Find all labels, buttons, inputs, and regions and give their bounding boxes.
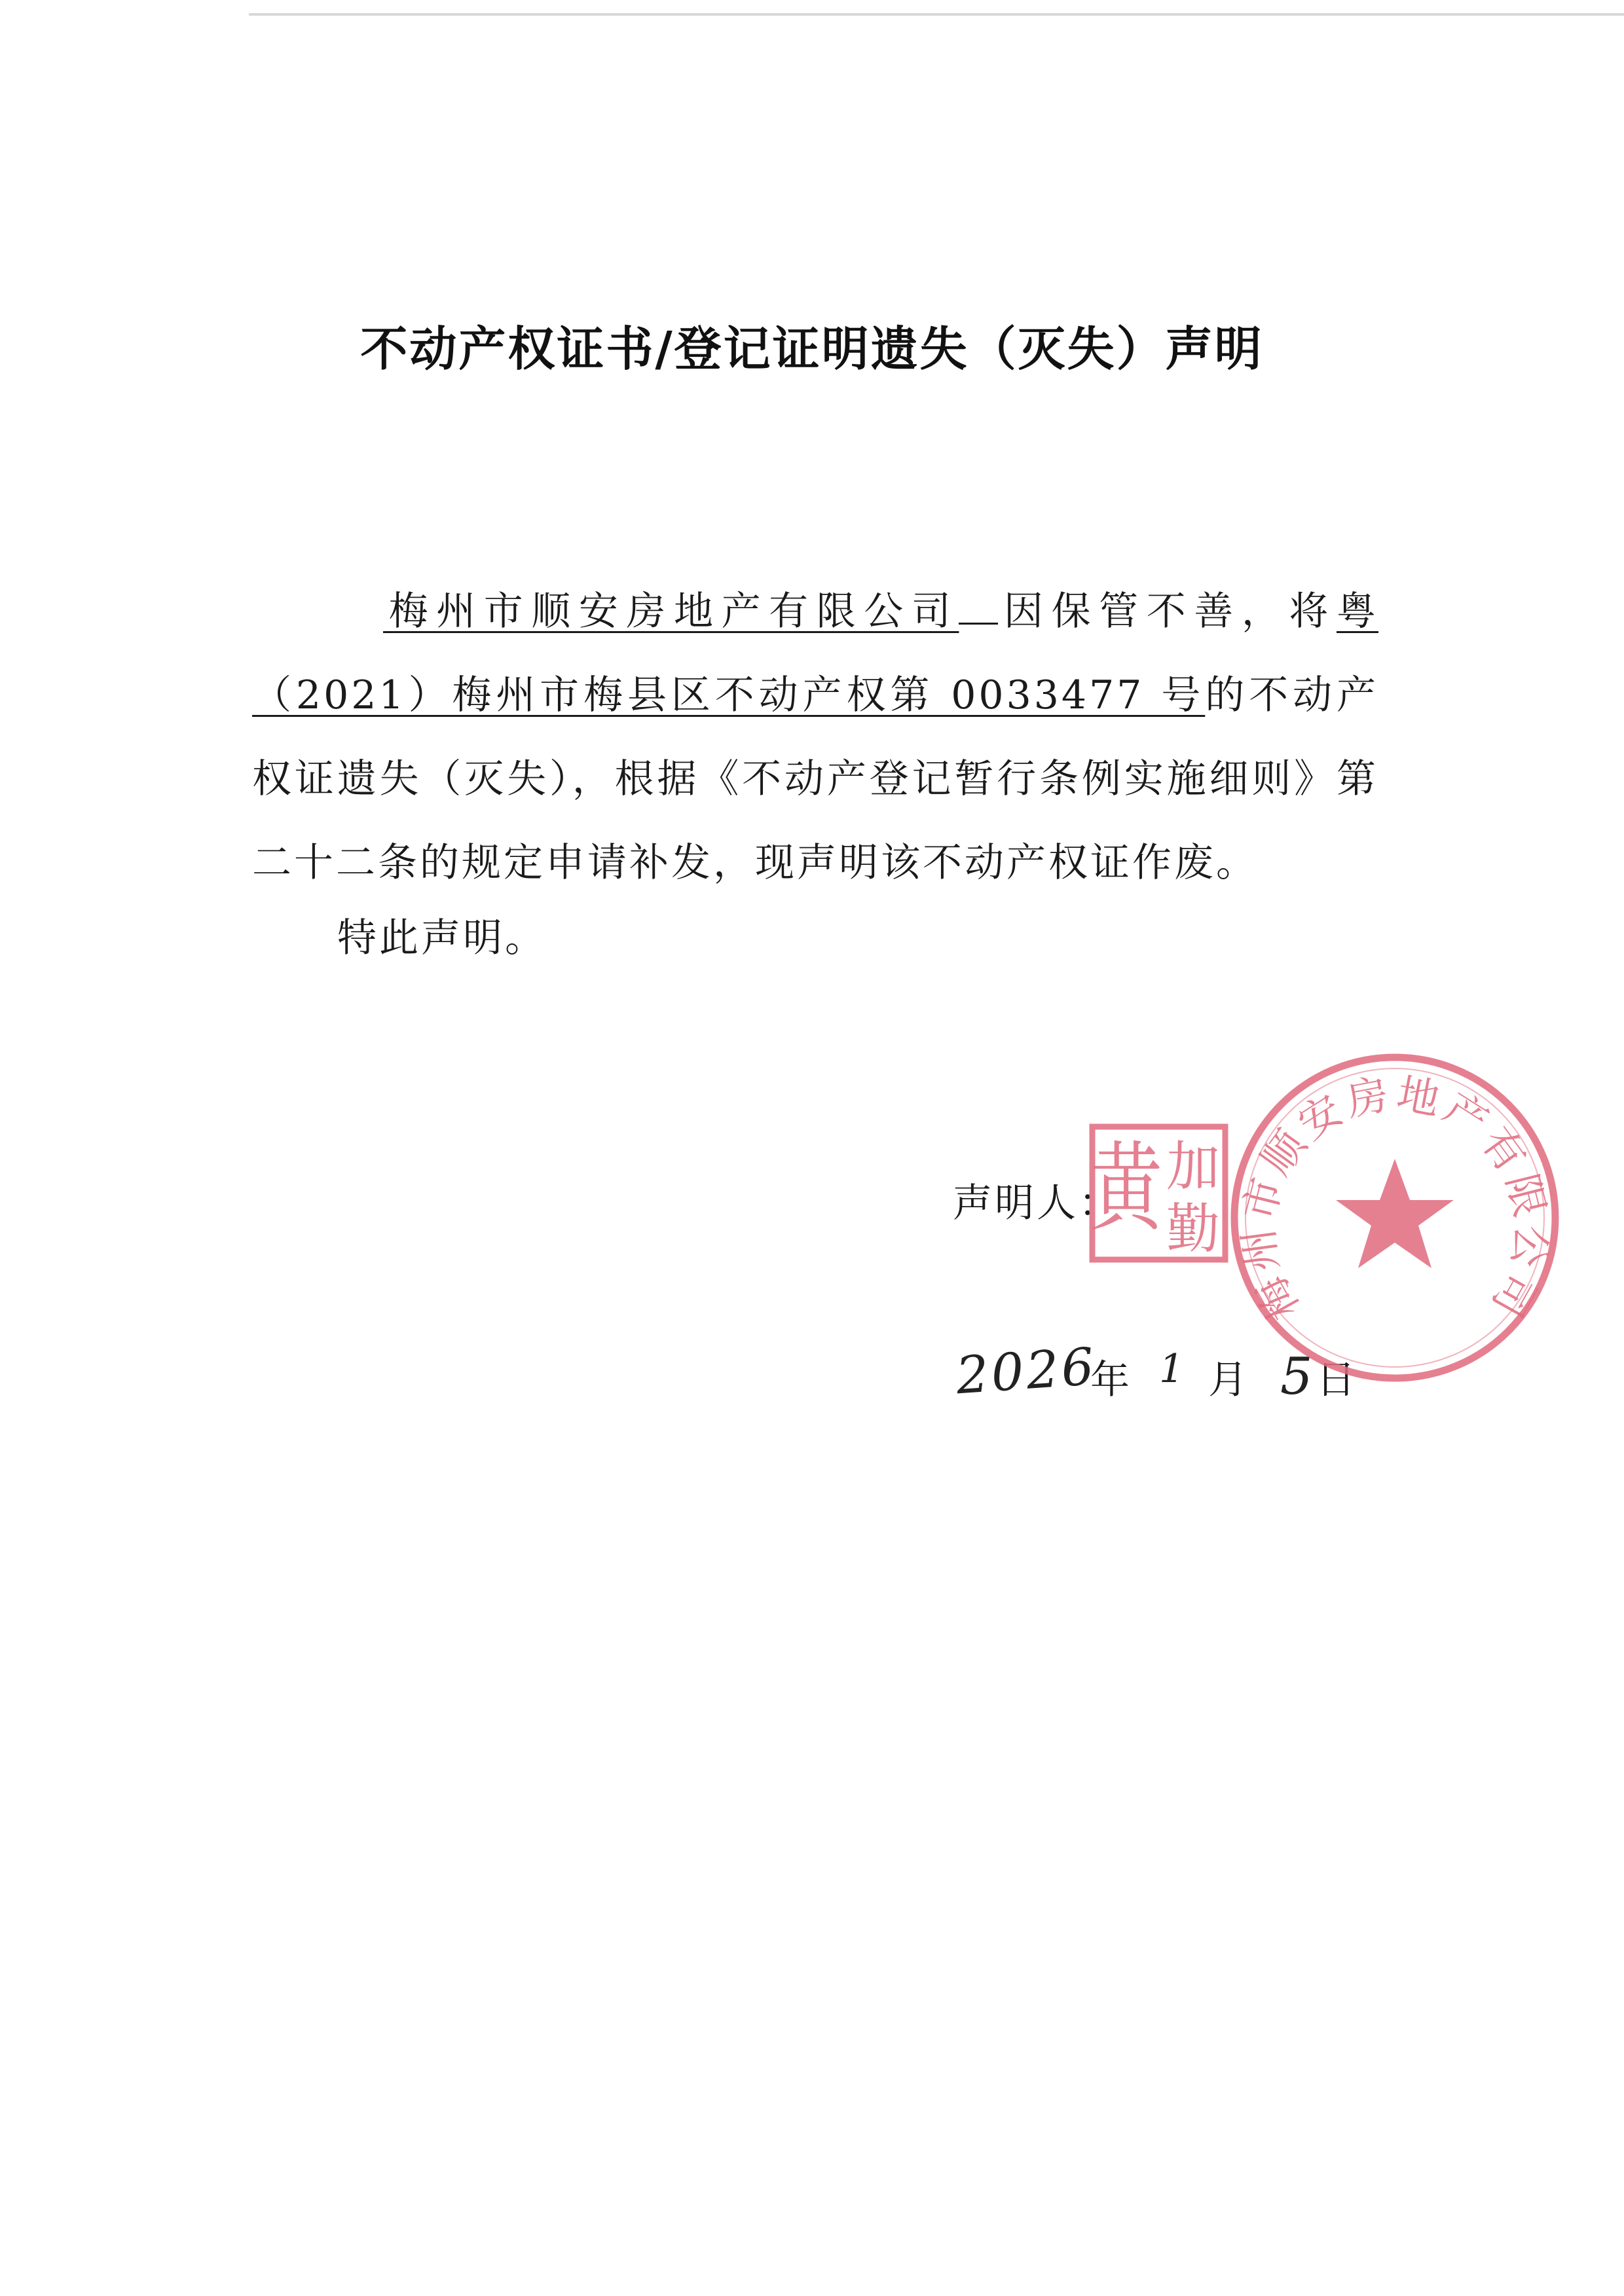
- declarant-label: 声明人：: [953, 1180, 1120, 1226]
- certificate-prefix: 粤: [1337, 589, 1379, 634]
- date-month: 1: [1159, 1346, 1187, 1392]
- company-name: 梅州市顺安房地产有限公司: [383, 589, 959, 634]
- paragraph-text-1: 因保管不善，将: [998, 589, 1337, 634]
- date-month-label: 月: [1208, 1357, 1250, 1403]
- declaration-paragraph: [252, 570, 1378, 905]
- document-title: 不动产权证书/登记证明遗失（灭失）声明: [360, 321, 1264, 376]
- company-seal: [1225, 1048, 1565, 1388]
- closing-statement: 特此声明。: [337, 915, 547, 961]
- date-day: 5: [1280, 1347, 1316, 1406]
- personal-name-seal: [1088, 1123, 1229, 1264]
- date-year-label: 年: [1090, 1357, 1132, 1403]
- date-day-label: 日: [1316, 1357, 1358, 1403]
- certificate-number: （2021）梅州市梅县区不动产权第 0033477 号: [252, 672, 1206, 718]
- date-year: 2026: [954, 1337, 1099, 1406]
- top-scan-edge: [249, 13, 1624, 16]
- paragraph-text-3: 根据《不动产登记暂行条例实施细则》第二十二条的规定申请补发，现声明该不动产权证作废。: [252, 756, 1379, 886]
- paragraph-text-2: 的不动产权证遗失（灭失），: [252, 672, 1379, 802]
- svg-text:黄: 黄: [1090, 1131, 1162, 1245]
- svg-text:加: 加: [1166, 1136, 1221, 1198]
- svg-text:梅州市顺安房地产有限公司: 梅州市顺安房地产有限公司: [1234, 1069, 1556, 1328]
- svg-text:勤: 勤: [1166, 1198, 1221, 1260]
